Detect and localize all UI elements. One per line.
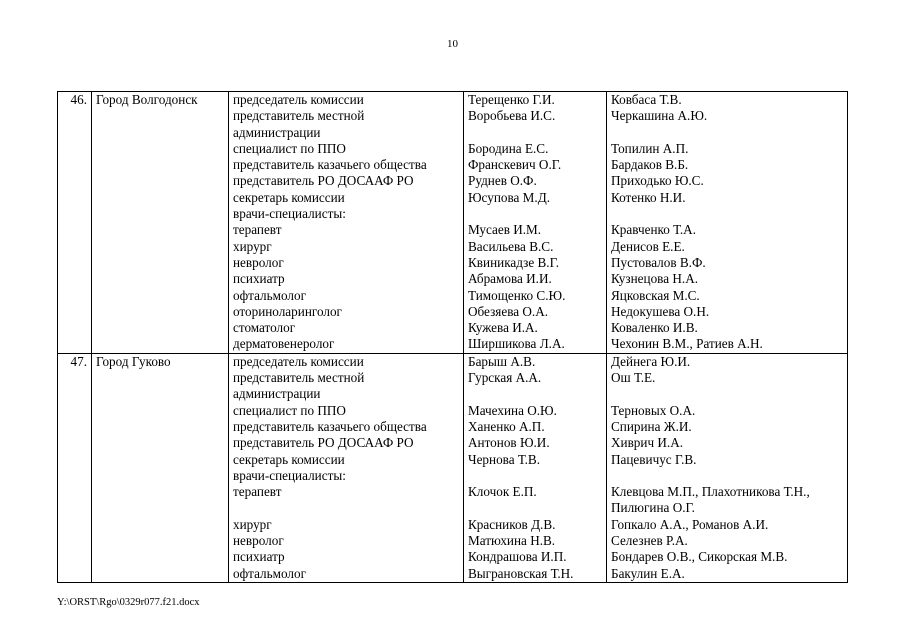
city-cell: Город Гуково xyxy=(92,353,229,370)
reserve-member-cell: Кравченко Т.А. xyxy=(607,222,848,238)
table-row xyxy=(58,173,848,189)
entry-number-cell xyxy=(58,336,92,353)
table-row xyxy=(58,125,848,141)
city-cell xyxy=(92,484,229,500)
city-cell xyxy=(92,108,229,124)
main-member-cell: Гурская А.А. xyxy=(464,370,607,386)
role-cell: администрации xyxy=(229,386,464,402)
role-cell: терапевт xyxy=(229,222,464,238)
table-row xyxy=(58,271,848,287)
role-cell: стоматолог xyxy=(229,320,464,336)
main-member-cell xyxy=(464,386,607,402)
main-member-cell: Франскевич О.Г. xyxy=(464,157,607,173)
entry-number-cell xyxy=(58,533,92,549)
role-cell: секретарь комиссии xyxy=(229,190,464,206)
main-member-cell: Квиникадзе В.Г. xyxy=(464,255,607,271)
page-number: 10 xyxy=(447,38,458,50)
entry-number-cell xyxy=(58,255,92,271)
reserve-member-cell: Приходько Ю.С. xyxy=(607,173,848,189)
table-row xyxy=(58,206,848,222)
city-cell xyxy=(92,304,229,320)
entry-number-cell xyxy=(58,288,92,304)
city-cell xyxy=(92,566,229,583)
commission-table xyxy=(57,91,848,583)
entry-number-cell xyxy=(58,222,92,238)
city-cell xyxy=(92,419,229,435)
reserve-member-cell: Коваленко И.В. xyxy=(607,320,848,336)
city-cell xyxy=(92,370,229,386)
table-row xyxy=(58,370,848,386)
reserve-member-cell xyxy=(607,468,848,484)
role-cell: хирург xyxy=(229,517,464,533)
entry-number-cell xyxy=(58,125,92,141)
role-cell: офтальмолог xyxy=(229,288,464,304)
entry-number-cell xyxy=(58,190,92,206)
main-member-cell: Ширшикова Л.А. xyxy=(464,336,607,353)
role-cell: представитель казачьего общества xyxy=(229,157,464,173)
main-member-cell: Воробьева И.С. xyxy=(464,108,607,124)
entry-number-cell xyxy=(58,403,92,419)
city-cell xyxy=(92,452,229,468)
table-row xyxy=(58,468,848,484)
city-cell xyxy=(92,141,229,157)
city-cell xyxy=(92,386,229,402)
table-row xyxy=(58,222,848,238)
commission-table-body xyxy=(58,92,848,583)
reserve-member-cell: Бардаков В.Б. xyxy=(607,157,848,173)
table-row xyxy=(58,288,848,304)
main-member-cell: Васильева В.С. xyxy=(464,239,607,255)
city-cell xyxy=(92,222,229,238)
table-row xyxy=(58,239,848,255)
role-cell: невролог xyxy=(229,533,464,549)
table-row xyxy=(58,403,848,419)
table-row xyxy=(58,452,848,468)
city-cell xyxy=(92,549,229,565)
main-member-cell: Ханенко А.П. xyxy=(464,419,607,435)
reserve-member-cell xyxy=(607,125,848,141)
main-member-cell: Кужева И.А. xyxy=(464,320,607,336)
entry-number-cell xyxy=(58,386,92,402)
table-row xyxy=(58,157,848,173)
role-cell: представитель местной xyxy=(229,108,464,124)
entry-number-cell xyxy=(58,239,92,255)
entry-number-cell xyxy=(58,206,92,222)
role-cell: невролог xyxy=(229,255,464,271)
table-row xyxy=(58,419,848,435)
reserve-member-cell: Кузнецова Н.А. xyxy=(607,271,848,287)
entry-number-cell xyxy=(58,271,92,287)
table-row xyxy=(58,484,848,500)
entry-number-cell xyxy=(58,370,92,386)
role-cell: врачи-специалисты: xyxy=(229,206,464,222)
entry-number-cell: 46. xyxy=(58,92,92,109)
reserve-member-cell: Гопкало А.А., Романов А.И. xyxy=(607,517,848,533)
reserve-member-cell: Бондарев О.В., Сикорская М.В. xyxy=(607,549,848,565)
reserve-member-cell: Денисов Е.Е. xyxy=(607,239,848,255)
main-member-cell: Матюхина Н.В. xyxy=(464,533,607,549)
entry-number-cell xyxy=(58,173,92,189)
city-cell xyxy=(92,239,229,255)
entry-number-cell: 47. xyxy=(58,353,92,370)
reserve-member-cell: Ош Т.Е. xyxy=(607,370,848,386)
entry-number-cell xyxy=(58,468,92,484)
table-row xyxy=(58,304,848,320)
reserve-member-cell: Недокушева О.Н. xyxy=(607,304,848,320)
reserve-member-cell xyxy=(607,386,848,402)
table-row xyxy=(58,435,848,451)
table-row xyxy=(58,386,848,402)
reserve-member-cell: Хиврич И.А. xyxy=(607,435,848,451)
entry-number-cell xyxy=(58,566,92,583)
city-cell xyxy=(92,173,229,189)
city-cell xyxy=(92,500,229,516)
role-cell: представитель местной xyxy=(229,370,464,386)
main-member-cell: Клочок Е.П. xyxy=(464,484,607,500)
entry-number-cell xyxy=(58,435,92,451)
reserve-member-cell: Ковбаса Т.В. xyxy=(607,92,848,109)
entry-number-cell xyxy=(58,517,92,533)
role-cell: специалист по ППО xyxy=(229,403,464,419)
reserve-member-cell: Пилюгина О.Г. xyxy=(607,500,848,516)
role-cell xyxy=(229,500,464,516)
reserve-member-cell: Бакулин Е.А. xyxy=(607,566,848,583)
main-member-cell xyxy=(464,500,607,516)
table-row xyxy=(58,336,848,353)
role-cell: психиатр xyxy=(229,549,464,565)
reserve-member-cell xyxy=(607,206,848,222)
main-member-cell: Антонов Ю.И. xyxy=(464,435,607,451)
city-cell: Город Волгодонск xyxy=(92,92,229,109)
entry-number-cell xyxy=(58,304,92,320)
city-cell xyxy=(92,435,229,451)
reserve-member-cell: Селезнев Р.А. xyxy=(607,533,848,549)
reserve-member-cell: Топилин А.П. xyxy=(607,141,848,157)
role-cell: представитель казачьего общества xyxy=(229,419,464,435)
table-row xyxy=(58,190,848,206)
reserve-member-cell: Чехонин В.М., Ратиев А.Н. xyxy=(607,336,848,353)
main-member-cell: Руднев О.Ф. xyxy=(464,173,607,189)
reserve-member-cell: Яцковская М.С. xyxy=(607,288,848,304)
city-cell xyxy=(92,125,229,141)
footer-file-path: Y:\ORST\Rgo\0329r077.f21.docx xyxy=(57,597,200,608)
reserve-member-cell: Черкашина А.Ю. xyxy=(607,108,848,124)
city-cell xyxy=(92,533,229,549)
main-member-cell: Выграновская Т.Н. xyxy=(464,566,607,583)
role-cell: представитель РО ДОСААФ РО xyxy=(229,173,464,189)
role-cell: администрации xyxy=(229,125,464,141)
role-cell: представитель РО ДОСААФ РО xyxy=(229,435,464,451)
reserve-member-cell: Пацевичус Г.В. xyxy=(607,452,848,468)
city-cell xyxy=(92,468,229,484)
role-cell: дерматовенеролог xyxy=(229,336,464,353)
reserve-member-cell: Терновых О.А. xyxy=(607,403,848,419)
reserve-member-cell: Котенко Н.И. xyxy=(607,190,848,206)
role-cell: терапевт xyxy=(229,484,464,500)
entry-number-cell xyxy=(58,108,92,124)
main-member-cell: Обезяева О.А. xyxy=(464,304,607,320)
city-cell xyxy=(92,157,229,173)
role-cell: оториноларинголог xyxy=(229,304,464,320)
entry-number-cell xyxy=(58,452,92,468)
city-cell xyxy=(92,403,229,419)
reserve-member-cell: Спирина Ж.И. xyxy=(607,419,848,435)
entry-number-cell xyxy=(58,157,92,173)
main-member-cell: Абрамова И.И. xyxy=(464,271,607,287)
table-row xyxy=(58,108,848,124)
entry-number-cell xyxy=(58,484,92,500)
city-cell xyxy=(92,320,229,336)
main-member-cell: Мусаев И.М. xyxy=(464,222,607,238)
main-member-cell xyxy=(464,468,607,484)
city-cell xyxy=(92,206,229,222)
city-cell xyxy=(92,190,229,206)
city-cell xyxy=(92,271,229,287)
main-member-cell: Барыш А.В. xyxy=(464,353,607,370)
role-cell: психиатр xyxy=(229,271,464,287)
table-row xyxy=(58,320,848,336)
table-row xyxy=(58,517,848,533)
main-member-cell xyxy=(464,206,607,222)
entry-number-cell xyxy=(58,419,92,435)
entry-number-cell xyxy=(58,549,92,565)
main-member-cell: Кондрашова И.П. xyxy=(464,549,607,565)
role-cell: председатель комиссии xyxy=(229,353,464,370)
entry-number-cell xyxy=(58,141,92,157)
table-row xyxy=(58,141,848,157)
reserve-member-cell: Клевцова М.П., Плахотникова Т.Н., xyxy=(607,484,848,500)
table-row xyxy=(58,255,848,271)
main-member-cell xyxy=(464,125,607,141)
city-cell xyxy=(92,255,229,271)
table-row xyxy=(58,533,848,549)
city-cell xyxy=(92,336,229,353)
city-cell xyxy=(92,517,229,533)
role-cell: хирург xyxy=(229,239,464,255)
role-cell: офтальмолог xyxy=(229,566,464,583)
entry-number-cell xyxy=(58,500,92,516)
table-row xyxy=(58,549,848,565)
main-member-cell: Тимощенко С.Ю. xyxy=(464,288,607,304)
role-cell: секретарь комиссии xyxy=(229,452,464,468)
entry-number-cell xyxy=(58,320,92,336)
main-member-cell: Чернова Т.В. xyxy=(464,452,607,468)
role-cell: специалист по ППО xyxy=(229,141,464,157)
role-cell: врачи-специалисты: xyxy=(229,468,464,484)
table-row xyxy=(58,92,848,109)
table-row xyxy=(58,566,848,583)
role-cell: председатель комиссии xyxy=(229,92,464,109)
reserve-member-cell: Пустовалов В.Ф. xyxy=(607,255,848,271)
city-cell xyxy=(92,288,229,304)
table-row xyxy=(58,353,848,370)
table-row xyxy=(58,500,848,516)
main-member-cell: Мачехина О.Ю. xyxy=(464,403,607,419)
main-member-cell: Юсупова М.Д. xyxy=(464,190,607,206)
reserve-member-cell: Дейнега Ю.И. xyxy=(607,353,848,370)
main-member-cell: Терещенко Г.И. xyxy=(464,92,607,109)
main-member-cell: Красников Д.В. xyxy=(464,517,607,533)
main-member-cell: Бородина Е.С. xyxy=(464,141,607,157)
